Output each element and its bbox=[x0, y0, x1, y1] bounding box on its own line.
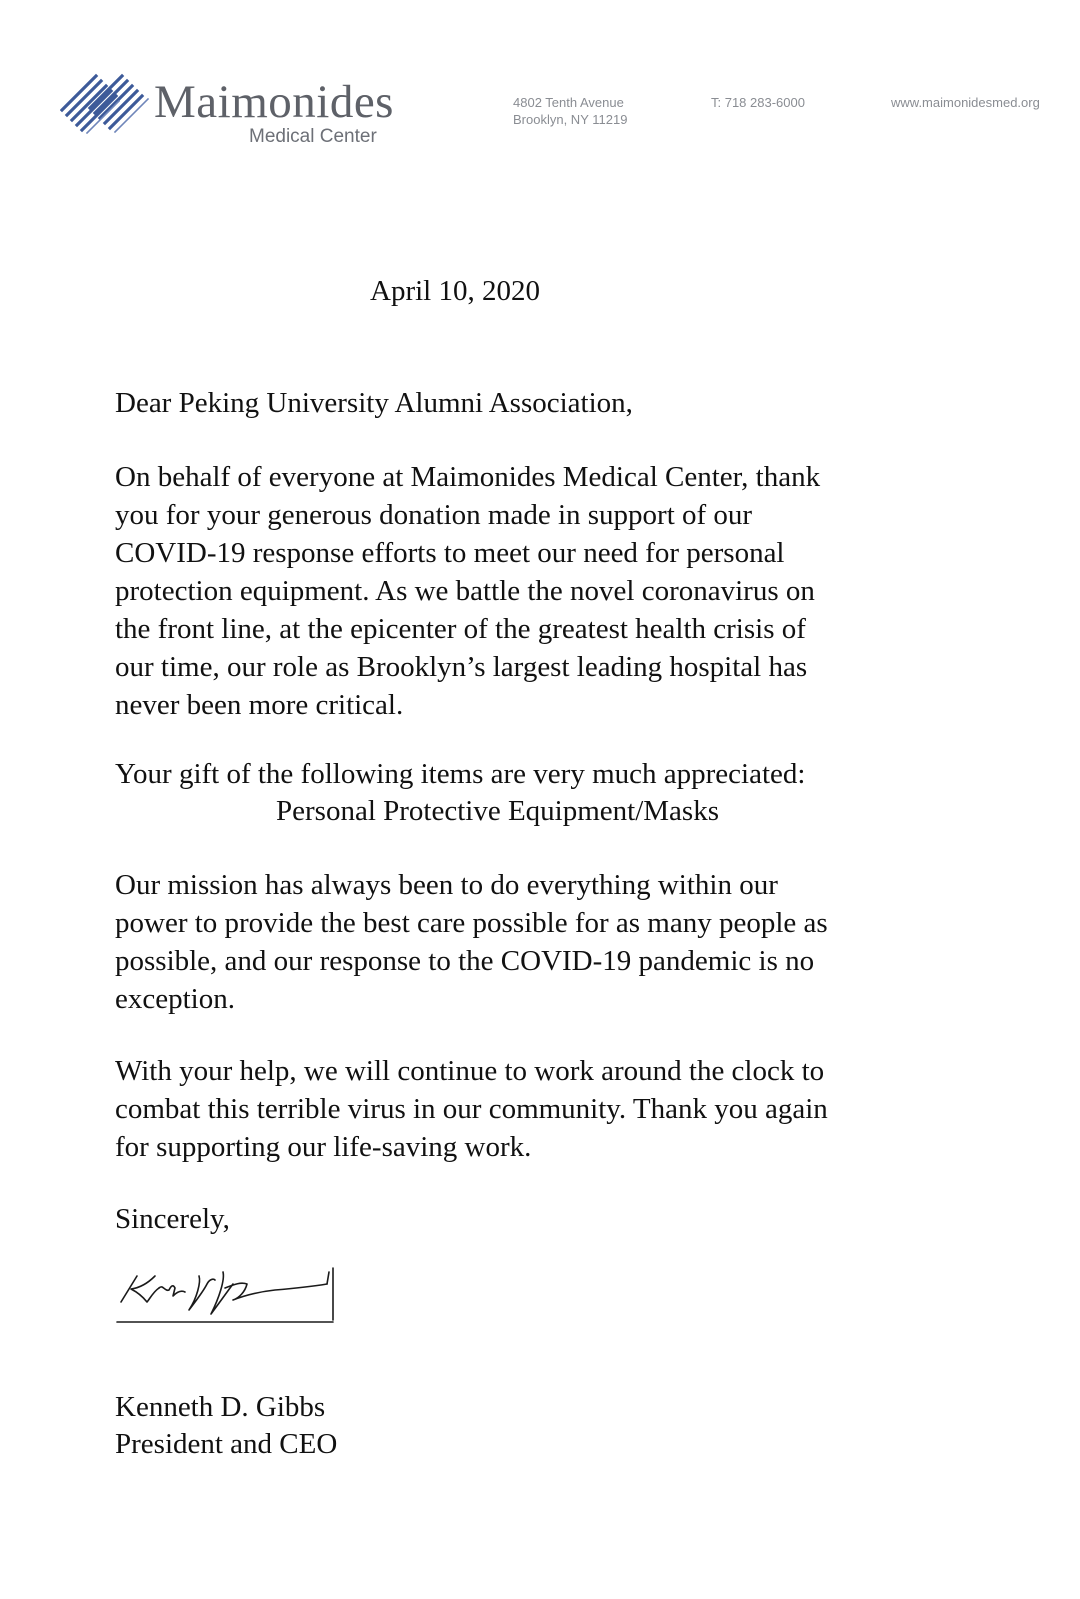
letterhead bbox=[0, 0, 1080, 170]
paragraph-line: With your help, we will continue to work around the clock to bbox=[115, 1055, 825, 1087]
address-line-1: 4802 Tenth Avenue bbox=[513, 95, 624, 110]
paragraph-closing bbox=[115, 1052, 955, 1166]
organization-name: Maimonides bbox=[154, 76, 394, 128]
closing: Sincerely, bbox=[115, 1203, 230, 1235]
paragraph-line: COVID-19 response efforts to meet our need for personal bbox=[115, 537, 785, 569]
paragraph-line: power to provide the best care possible for as many people as bbox=[115, 907, 828, 939]
organization-subtitle: Medical Center bbox=[249, 126, 377, 147]
paragraph-mission bbox=[115, 866, 955, 1018]
address bbox=[513, 94, 627, 128]
paragraph-line: our time, our role as Brooklyn’s largest leading hospital has bbox=[115, 651, 808, 683]
salutation: Dear Peking University Alumni Association, bbox=[115, 387, 633, 419]
paragraph-line: the front line, at the epicenter of the greatest health crisis of bbox=[115, 613, 806, 645]
paragraph-line: protection equipment. As we battle the novel coronavirus on bbox=[115, 575, 815, 607]
paragraph-line: for supporting our life-saving work. bbox=[115, 1131, 532, 1163]
signer-title: President and CEO bbox=[115, 1428, 338, 1460]
paragraph-line: On behalf of everyone at Maimonides Medical Center, thank bbox=[115, 461, 821, 493]
paragraph-line: you for your generous donation made in support of our bbox=[115, 499, 753, 531]
address-line-2: Brooklyn, NY 11219 bbox=[513, 112, 628, 127]
maimonides-logo-icon bbox=[60, 70, 150, 134]
paragraph-line: combat this terrible virus in our community. Thank you again bbox=[115, 1093, 828, 1125]
paragraph-line: never been more critical. bbox=[115, 689, 404, 721]
gift-intro: Your gift of the following items are very much appreciated: bbox=[115, 758, 806, 790]
paragraph-line: possible, and our response to the COVID-19 pandemic is no bbox=[115, 945, 815, 977]
handwritten-signature bbox=[115, 1262, 337, 1326]
signer-name: Kenneth D. Gibbs bbox=[115, 1391, 326, 1423]
phone-number: T: 718 283-6000 bbox=[711, 95, 805, 110]
paragraph-line: Our mission has always been to do everything within our bbox=[115, 869, 778, 901]
gift-item: Personal Protective Equipment/Masks bbox=[276, 795, 719, 827]
paragraph-line: exception. bbox=[115, 983, 235, 1015]
website: www.maimonidesmed.org bbox=[891, 95, 1040, 110]
letter-date: April 10, 2020 bbox=[370, 275, 540, 307]
paragraph-thanks bbox=[115, 458, 955, 724]
